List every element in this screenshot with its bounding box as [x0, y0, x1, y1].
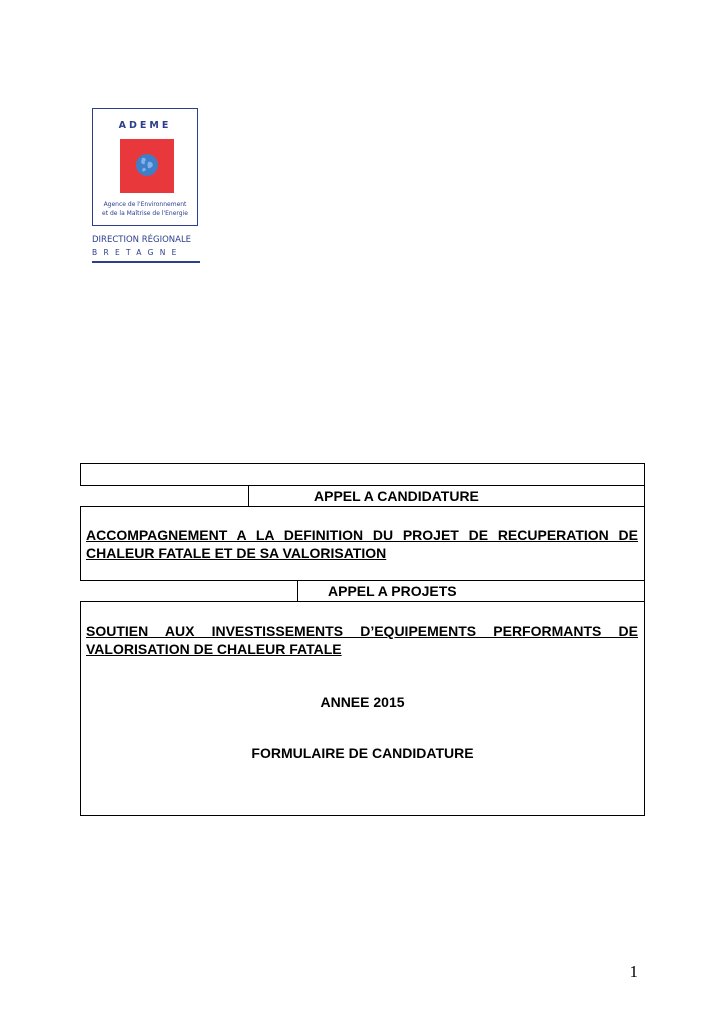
logo-underline	[92, 261, 200, 263]
annee-heading: ANNEE 2015	[320, 694, 405, 710]
formulaire-heading: FORMULAIRE DE CANDIDATURE	[251, 745, 474, 761]
page-number: 1	[629, 962, 638, 981]
direction-regionale: DIRECTION RÉGIONALE	[92, 235, 192, 245]
logo-wordmark: ADEME	[118, 120, 172, 131]
soutien-title-line2: VALORISATION DE CHALEUR FATALE	[86, 641, 342, 657]
logo-agency-line1: Agence de l'Environnement	[103, 201, 187, 208]
logo-agency-line2: et de la Maîtrise de l'Energie	[102, 210, 188, 217]
ademe-logo	[92, 108, 198, 226]
globe-icon	[135, 153, 159, 177]
region-name: BRETAGNE	[92, 248, 183, 257]
logo-red-square	[120, 139, 174, 193]
accompagnement-title-line1: ACCOMPAGNEMENT A LA DEFINITION DU PROJET DE RECUPERATION DE	[86, 527, 638, 543]
appel-candidature-heading: APPEL A CANDIDATURE	[314, 488, 479, 504]
soutien-title-line1: SOUTIEN AUX INVESTISSEMENTS D’EQUIPEMENTS PERFORMANTS DE	[86, 623, 638, 639]
accompagnement-title-line2: CHALEUR FATALE ET DE SA VALORISATION	[86, 545, 387, 561]
appel-projets-heading: APPEL A PROJETS	[328, 583, 457, 599]
title-box-top	[80, 463, 645, 486]
